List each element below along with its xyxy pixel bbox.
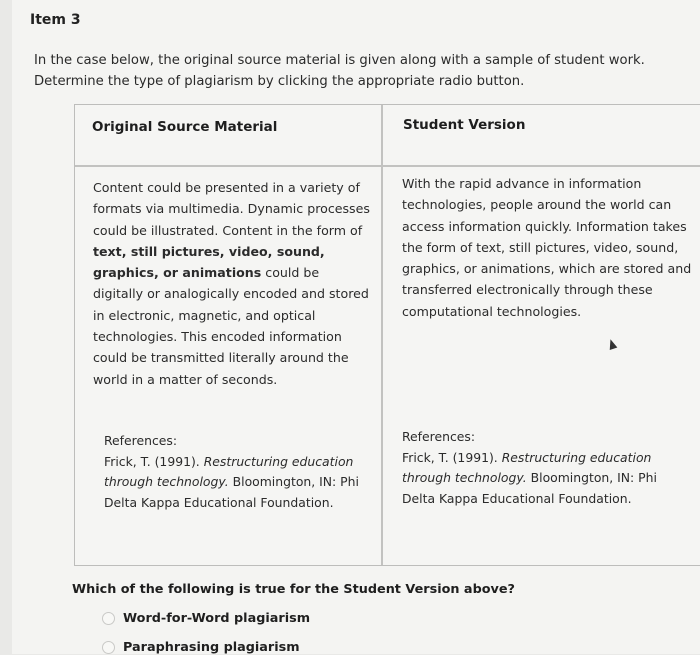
comparison-table: [74, 104, 700, 566]
original-text-part2: could be digitally or analogically encoded and stored in electronic, magnetic, and optical technologies. This encoded information could be transmitted literally around the world in a matter of seconds.: [93, 265, 369, 387]
original-header: Original Source Material: [92, 119, 278, 135]
instructions: In the case below, the original source material is given along with a sample of student work. Determine the type of plagiarism by clicking the appropriate radio button.: [34, 53, 645, 89]
student-version-cell: [383, 167, 700, 565]
student-references: [402, 427, 692, 509]
reference-author: Frick, T. (1991).: [104, 453, 204, 469]
reference-author: Frick, T. (1991).: [402, 449, 502, 465]
student-header: Student Version: [403, 117, 526, 133]
header-cell-student: [383, 105, 700, 167]
original-text-bold: text, still pictures, video, sound, graphics, or animations: [93, 243, 325, 281]
reference-publisher: Bloomington, IN: Phi Delta Kappa Educational Foundation.: [402, 470, 657, 506]
reference-title: Restructuring education through technology.: [402, 449, 652, 485]
question-text: Which of the following is true for the Student Version above?: [72, 582, 515, 597]
original-source-cell: [75, 167, 383, 565]
references-label: References:: [402, 429, 476, 444]
item-title: Item 3: [30, 12, 81, 28]
option-label: Paraphrasing plagiarism: [123, 640, 300, 655]
option-label: Word-for-Word plagiarism: [123, 611, 311, 626]
question-card: [12, 0, 700, 654]
header-cell-original: [75, 105, 383, 167]
radio-button[interactable]: [102, 612, 115, 625]
original-references: [104, 431, 376, 513]
reference-publisher: Bloomington, IN: Phi Delta Kappa Educational Foundation.: [104, 474, 359, 510]
option-word-for-word[interactable]: [102, 611, 310, 626]
option-paraphrasing[interactable]: [102, 640, 300, 655]
student-version-text: With the rapid advance in information technologies, people around the world can access information quickly. Information takes the form of text, still pictures, video, sound, graphics, or animations, which are stored and transferred electronically through these computational technologies.: [402, 176, 692, 319]
radio-button[interactable]: [102, 641, 115, 654]
reference-title: Restructuring education through technology.: [104, 453, 354, 489]
original-source-text: [93, 177, 373, 390]
original-text-part1: Content could be presented in a variety of formats via multimedia. Dynamic processes could be illustrated. Content in the form of: [93, 180, 370, 238]
references-label: References:: [104, 433, 178, 448]
